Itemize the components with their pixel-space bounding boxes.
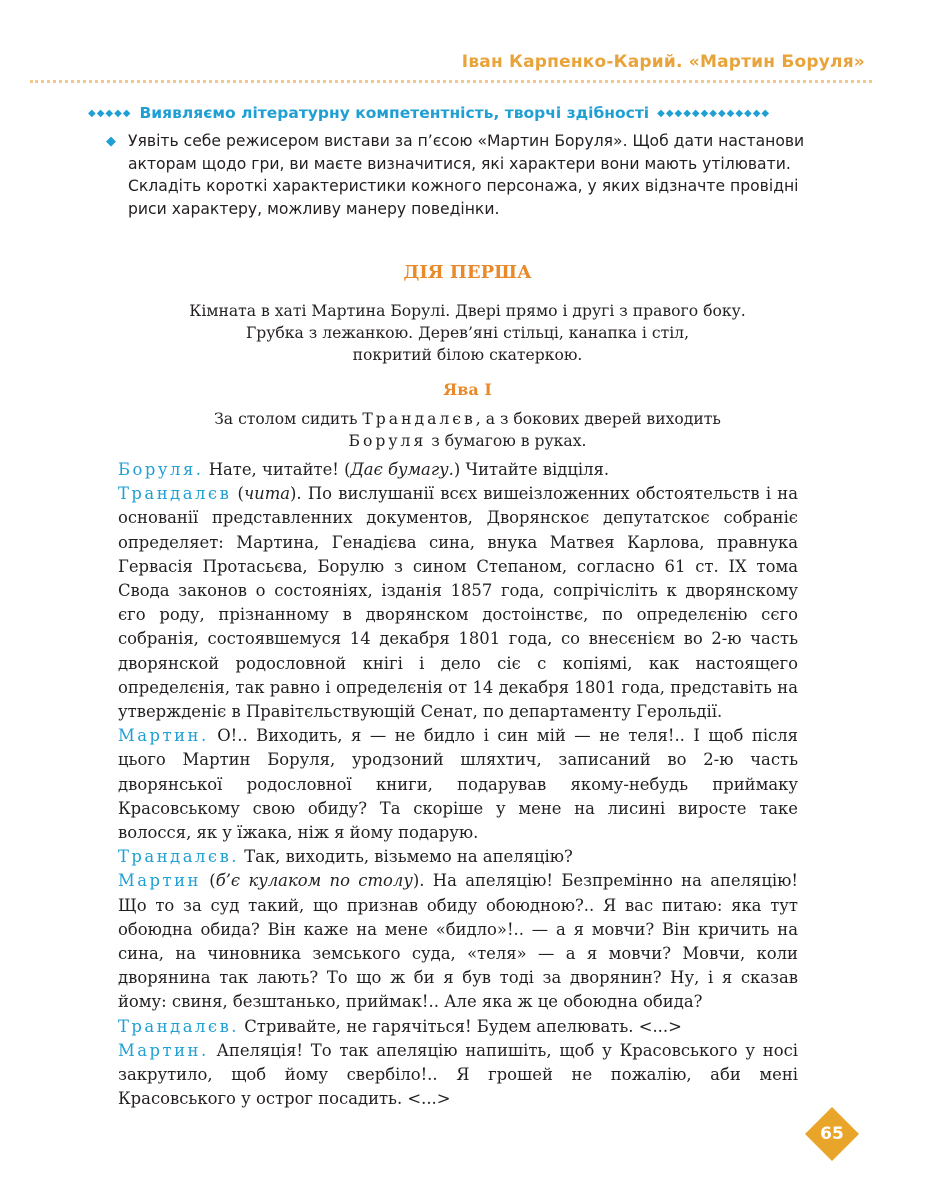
scene-title: Ява I bbox=[443, 380, 492, 399]
dialogue-line: Трандалєв. Стривайте, не гарячіться! Будем апелювать. <...> bbox=[118, 1016, 682, 1036]
task-body bbox=[106, 130, 813, 220]
play-text bbox=[118, 458, 798, 1111]
page-number: 65 bbox=[820, 1124, 844, 1144]
character-name: Боруля bbox=[348, 432, 427, 450]
speaker-name: Трандалєв. bbox=[118, 1016, 240, 1036]
scene-direction-line: Боруля з бумагою в руках. bbox=[348, 432, 587, 450]
diamond-dots-icon: ◆◆◆◆◆ bbox=[88, 107, 132, 119]
setting-line: Грубка з лежанкою. Дерев’яні стільці, канапка і стіл, bbox=[245, 324, 690, 342]
task-line: акторам щодо гри, ви маєте визначитися, які характери вони мають утілювати. bbox=[128, 154, 791, 173]
dialogue-line: Трандалєв (чита). По вислушанії всєх вишеізложенних обстоятельств і на основанії представленних документов, Дворянскоє депутатскоє собраніє определяет: Мартина, Генадієва сина, внука Матвея Карлова, правнука Гервасія Протасьєва, Борулю з сином Степаном, согласно 61 ст. IX тома Свода законов о состояніях, ізданія 1857 года, сопрічісліть к дворянскому єго роду, прізнанному в дворянском достоінствє, по определєнію сєго собранія, состоявшемуся 14 декабря 1801 года, со внесєнієм во 2-ю часть дворянской родословной кнігі і дело сіє с копіямі, как настоящего определєнія, так равно і определєнія от 14 декабря 1801 года, представіть на утвержденіє в Правітєльствующій Сенат, по департаменту Герольдії. bbox=[118, 484, 799, 722]
dialogue-line: Мартин. О!.. Виходить, я — не бидло і син мій — не теля!.. І щоб після цього Мартин Боруля, уродзоний шляхтич, записаний во 2-ю часть дворянської родословної книги, подарував якому-небудь приймаку Красовському свою обиду? Та скоріше у мене на лисині виросте таке волосся, як у їжака, ніж я йому подарую. bbox=[118, 726, 798, 843]
speaker-name: Мартин. bbox=[118, 1040, 209, 1060]
setting-line: покритий білою скатеркою. bbox=[352, 346, 583, 364]
act-title: ДІЯ ПЕРША bbox=[403, 262, 532, 283]
dialogue-line: Мартин (б’є кулаком по столу). На апеляцію! Безпремінно на апеляцію! Що то за суд такий, що признав обиду обоюдною?.. Я вас питаю: яка тут обоюдна обида? Він каже на мене «бидло»!.. — а я мовчи? Він кричить на сина, на чиновника земського суда, «теля» — а я мовчи? Мовчи, коли дворянина так лають? То що ж би я був тоді за дворянин? Ну, і я сказав йому: свиня, безштанько, приймак!.. Але яка ж це обоюдна обида? bbox=[118, 871, 798, 1012]
stage-remark: чита bbox=[243, 484, 291, 504]
dotted-divider bbox=[30, 80, 872, 83]
diamond-bullet-icon: ◆ bbox=[106, 134, 116, 149]
setting-line: Кімната в хаті Мартина Борулі. Двері прямо і другі з правого боку. bbox=[189, 302, 746, 320]
stage-remark: Дає бумагу. bbox=[350, 460, 454, 479]
scene-direction-line: За столом сидить Трандалєв, а з бокових дверей виходить bbox=[214, 410, 721, 428]
speaker-name: Трандалєв. bbox=[118, 847, 240, 867]
speaker-name: Боруля. bbox=[118, 460, 204, 479]
running-title: Іван Карпенко-Карий. «Мартин Боруля» bbox=[461, 52, 865, 72]
diamond-dots-icon: ◆◆◆◆◆◆◆◆◆◆◆◆◆ bbox=[657, 107, 771, 119]
stage-remark: б’є кулаком по столу bbox=[215, 871, 413, 891]
speaker-name: Мартин bbox=[118, 871, 201, 891]
task-heading bbox=[88, 104, 865, 122]
speaker-name: Трандалєв bbox=[118, 484, 232, 504]
dialogue-line: Трандалєв. Так, виходить, візьмемо на апеляцію? bbox=[118, 847, 573, 867]
character-name: Трандалєв bbox=[362, 410, 476, 428]
dialogue-line: Мартин. Апеляція! То так апеляцію напишіть, щоб у Красовського у носі закрутило, щоб йому свербіло!.. Я грошей не пожалію, аби мені Красовського у острог посадить. <...> bbox=[118, 1040, 798, 1109]
task-heading-text: Виявляємо літературну компетентність, творчі здібності bbox=[139, 104, 650, 122]
page-number-badge bbox=[804, 1106, 860, 1162]
task-line: Уявіть себе режисером вистави за п’єсою «Мартин Боруля». Щоб дати настанови bbox=[128, 132, 805, 150]
task-line: Складіть короткі характеристики кожного персонажа, у яких відзначте провідні bbox=[128, 177, 799, 195]
task-line: риси характеру, можливу манеру поведінки. bbox=[128, 199, 500, 218]
speaker-name: Мартин. bbox=[118, 726, 209, 746]
dialogue-line: Боруля. Нате, читайте! (Дає бумагу.) Читайте відціля. bbox=[118, 460, 610, 479]
